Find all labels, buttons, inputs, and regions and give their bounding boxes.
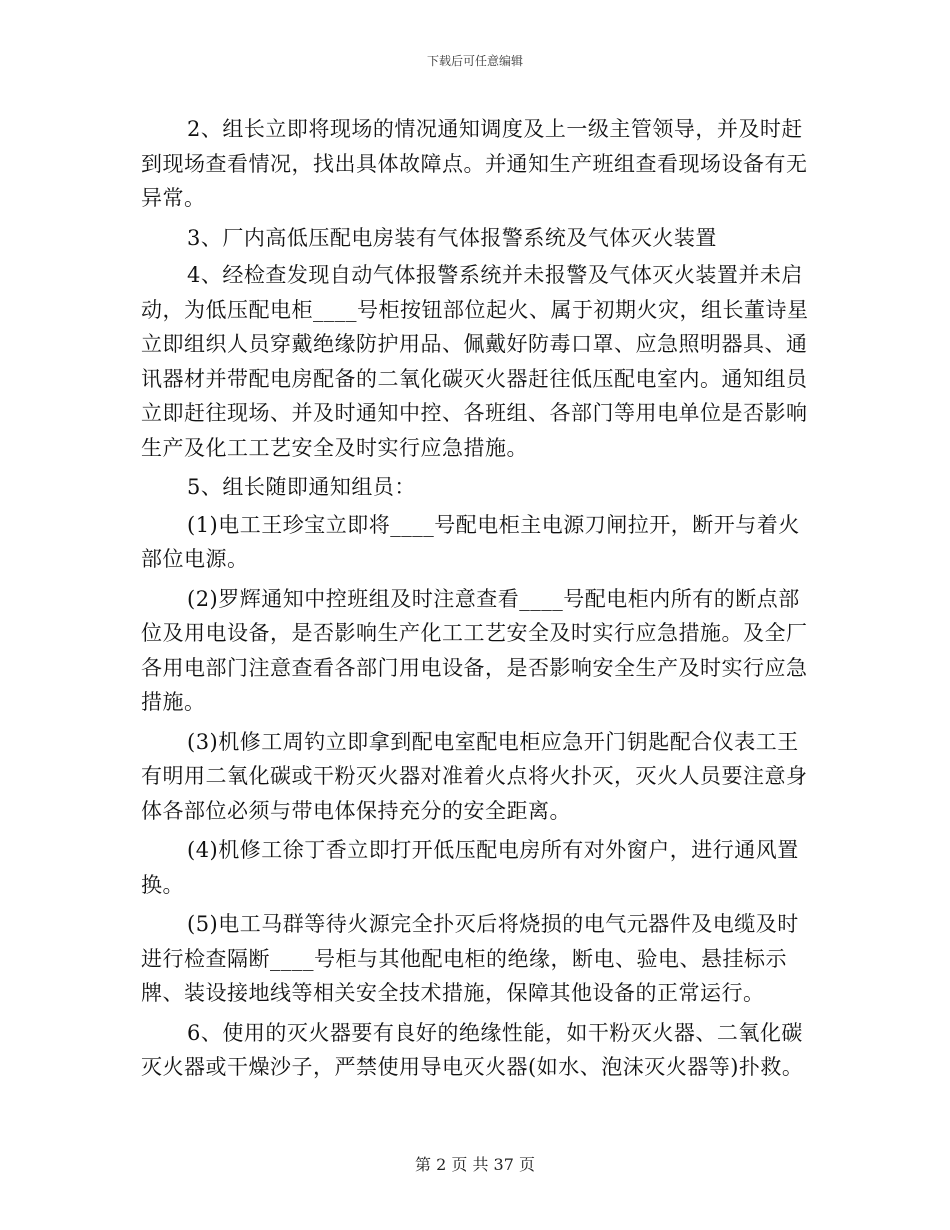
document-body: [141, 112, 811, 1090]
paragraph-5-item-1: (1)电工王珍宝立即将____号配电柜主电源刀闸拉开，断开与着火部位电源。: [141, 512, 800, 571]
paragraph-2: 2、组长立即将现场的情况通知调度及上一级主管领导，并及时赶到现场查看情况，找出具体故障点。并通知生产班组查看现场设备有无异常。: [141, 117, 808, 210]
paragraph-5: 5、组长随即通知组员：: [187, 475, 416, 499]
paragraph-5-item-5: (5)电工马群等待火源完全扑灭后将烧损的电气元器件及电缆及时进行检查隔断____号柜与其他配电柜的绝缘，断电、验电、悬挂标示牌、装设接地线等相关安全技术措施，保障其他设备的正常运行。: [141, 912, 799, 1005]
page-header: 下载后可任意编辑: [426, 54, 523, 68]
paragraph-5-item-3: (3)机修工周钓立即拿到配电室配电柜应急开门钥匙配合仪表工王有明用二氧化碳或干粉灭火器对准着火点将火扑灭，灭火人员要注意身体各部位必须与带电体保持充分的安全距离。: [141, 729, 808, 823]
paragraph-5-item-4: (4)机修工徐丁香立即打开低压配电房所有对外窗户，进行通风置换。: [141, 838, 799, 897]
paragraph-5-item-2: (2)罗辉通知中控班组及时注意查看____号配电柜内所有的断点部位及用电设备，是否影响生产化工工艺安全及时实行应急措施。及全厂各用电部门注意查看各部门用电设备，是否影响安全生产及时实行应急措施。: [141, 586, 808, 714]
paragraph-3: 3、厂内高低压配电房装有气体报警系统及气体灭火装置: [187, 225, 717, 250]
paragraph-6: 6、使用的灭火器要有良好的绝缘性能，如干粉灭火器、二氧化碳灭火器或干燥沙子，严禁使用导电灭火器(如水、泡沫灭火器等)扑救。: [141, 1020, 804, 1079]
paragraph-4: 4、经检查发现自动气体报警系统并未报警及气体灭火装置并未启动，为低压配电柜____号柜按钮部位起火、属于初期火灾，组长董诗星立即组织人员穿戴绝缘防护用品、佩戴好防毒口罩、应急照明器具、通讯器材并带配电房配备的二氧化碳灭火器赶往低压配电室内。通知组员立即赶往现场、并及时通知中控、各班组、各部门等用电单位是否影响生产及化工工艺安全及时实行应急措施。: [141, 263, 809, 460]
page-number-footer: 第 2 页 共 37 页: [415, 1155, 535, 1174]
